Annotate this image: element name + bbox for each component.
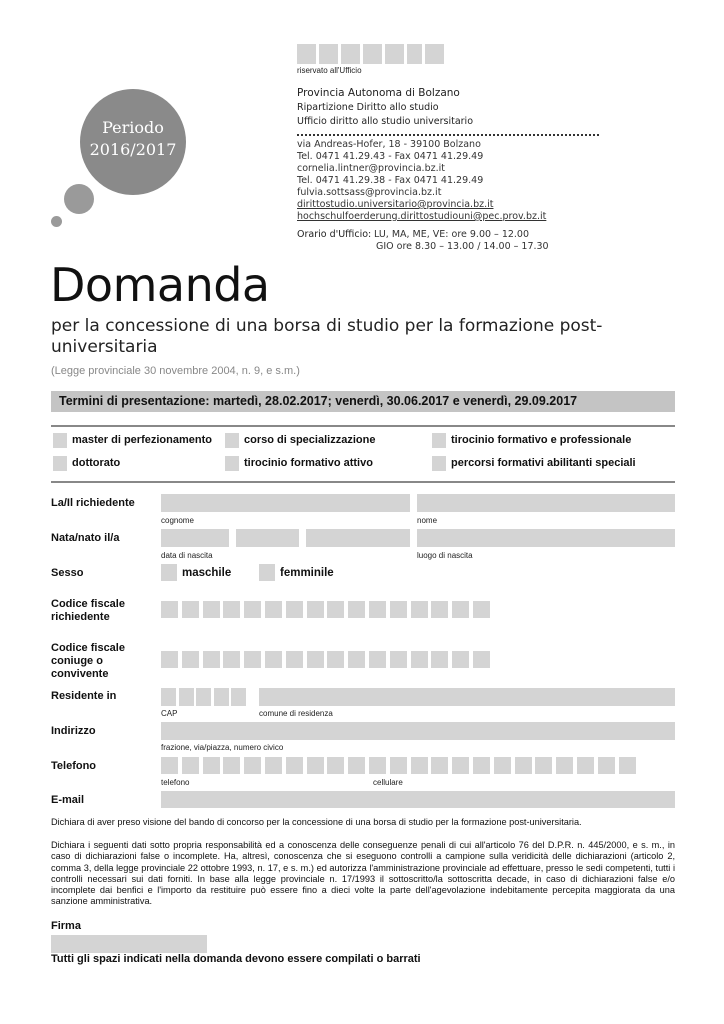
spouse-tax-code-char-box[interactable] <box>286 651 303 668</box>
phone-char-box[interactable] <box>535 757 552 774</box>
tax-code-char-box[interactable] <box>182 601 199 618</box>
phone-char-box[interactable] <box>494 757 511 774</box>
male-checkbox[interactable] <box>161 564 177 581</box>
spouse-tax-code-char-box[interactable] <box>203 651 220 668</box>
office-pec-link[interactable]: hochschulfoerderung.dirittostudiouni@pec.prov.bz.it <box>297 211 547 222</box>
phone-char-box[interactable] <box>244 757 261 774</box>
reserved-label: riservato all'Ufficio <box>297 66 362 75</box>
dotted-divider <box>297 134 599 136</box>
phone-char-box[interactable] <box>556 757 573 774</box>
tax-code-char-box[interactable] <box>286 601 303 618</box>
phone-char-box[interactable] <box>161 757 178 774</box>
office-address: via Andreas-Hofer, 18 - 39100 Bolzano <box>297 139 481 150</box>
decor-circle <box>51 216 62 227</box>
cap-char-box[interactable] <box>196 688 211 706</box>
option-specialization: corso di specializzazione <box>244 434 376 446</box>
phone-char-box[interactable] <box>431 757 448 774</box>
phone-char-box[interactable] <box>369 757 386 774</box>
reserved-box[interactable] <box>407 44 422 64</box>
option-internship: tirocinio formativo e professionale <box>451 434 632 446</box>
tax-code-char-box[interactable] <box>348 601 365 618</box>
reserved-box[interactable] <box>385 44 404 64</box>
tax-code-label: Codice fiscale richiedente <box>51 598 125 623</box>
signature-label: Firma <box>51 920 81 932</box>
phone-char-box[interactable] <box>619 757 636 774</box>
reserved-box[interactable] <box>341 44 360 64</box>
option-master: master di perfezionamento <box>72 434 212 446</box>
spouse-tax-code-char-box[interactable] <box>244 651 261 668</box>
phone-char-box[interactable] <box>348 757 365 774</box>
spouse-tax-code-char-box[interactable] <box>265 651 282 668</box>
surname-input[interactable] <box>161 494 410 512</box>
spouse-tax-code-char-box[interactable] <box>473 651 490 668</box>
tax-code-char-box[interactable] <box>307 601 324 618</box>
office-email2[interactable]: fulvia.sottsass@provincia.bz.it <box>297 187 442 198</box>
law-reference: (Legge provinciale 30 novembre 2004, n. 9, e s.m.) <box>51 365 300 377</box>
spouse-tax-code-char-box[interactable] <box>161 651 178 668</box>
phone-char-box[interactable] <box>182 757 199 774</box>
birth-date-caption: data di nascita <box>161 551 213 560</box>
name-input[interactable] <box>417 494 675 512</box>
phone-char-box[interactable] <box>265 757 282 774</box>
reserved-box[interactable] <box>297 44 316 64</box>
cap-char-box[interactable] <box>179 688 194 706</box>
decor-circle <box>64 184 94 214</box>
tax-code-char-box[interactable] <box>223 601 240 618</box>
department: Ripartizione Diritto allo studio <box>297 102 439 113</box>
deadlines-text: Termini di presentazione: martedì, 28.02.2017; venerdì, 30.06.2017 e venerdì, 29.09.2017 <box>59 394 578 408</box>
reserved-box[interactable] <box>363 44 382 64</box>
checkbox-doctorate[interactable] <box>53 456 67 471</box>
footer-note: Tutti gli spazi indicati nella domanda devono essere compilati o barrati <box>51 953 421 965</box>
phone-label: Telefono <box>51 760 97 772</box>
office-name: Ufficio diritto allo studio universitario <box>297 116 474 127</box>
hours-line1: LU, MA, ME, VE: ore 9.00 – 12.00 <box>374 229 530 240</box>
tax-code-char-box[interactable] <box>369 601 386 618</box>
email-label: E-mail <box>51 794 85 806</box>
phone-char-box[interactable] <box>577 757 594 774</box>
spouse-tax-code-char-box[interactable] <box>348 651 365 668</box>
birth-place-input[interactable] <box>417 529 675 547</box>
surname-caption: cognome <box>161 516 194 525</box>
sex-label: Sesso <box>51 567 84 579</box>
tax-code-char-box[interactable] <box>452 601 469 618</box>
birth-place-caption: luogo di nascita <box>417 551 473 560</box>
office-phone2: Tel. 0471 41.29.38 - Fax 0471 41.29.49 <box>297 175 484 186</box>
hours-label: Orario d'Ufficio: <box>297 229 372 240</box>
mobile-caption: cellulare <box>373 778 403 787</box>
female-checkbox[interactable] <box>259 564 275 581</box>
address-input[interactable] <box>161 722 675 740</box>
municipality-input[interactable] <box>259 688 675 706</box>
tax-code-char-box[interactable] <box>411 601 428 618</box>
tax-code-char-box[interactable] <box>473 601 490 618</box>
declaration-notice: Dichiara di aver preso visione del bando di concorso per la concessione di una borsa di studio per la formazione post-universitaria. <box>51 817 582 827</box>
applicant-label: La/Il richiedente <box>51 497 135 509</box>
born-label: Nata/nato il/a <box>51 532 120 544</box>
page-title: Domanda <box>50 258 270 312</box>
checkbox-master[interactable] <box>53 433 67 448</box>
tax-code-char-box[interactable] <box>327 601 344 618</box>
address-caption: frazione, via/piazza, numero civico <box>161 743 284 752</box>
period-years: 2016/2017 <box>89 140 177 159</box>
spouse-tax-code-char-box[interactable] <box>327 651 344 668</box>
phone-char-box[interactable] <box>473 757 490 774</box>
tax-code-char-box[interactable] <box>244 601 261 618</box>
subtitle: per la concessione di una borsa di studio per la formazione post-universitaria <box>51 316 603 357</box>
cap-char-box[interactable] <box>231 688 246 706</box>
phone-char-box[interactable] <box>203 757 220 774</box>
option-special-courses: percorsi formativi abilitanti speciali <box>451 457 636 469</box>
spouse-tax-code-char-box[interactable] <box>411 651 428 668</box>
spouse-tax-code-char-box[interactable] <box>369 651 386 668</box>
spouse-tax-code-char-box[interactable] <box>182 651 199 668</box>
cap-char-box[interactable] <box>161 688 176 706</box>
address-label: Indirizzo <box>51 725 96 737</box>
phone-char-box[interactable] <box>515 757 532 774</box>
phone-char-box[interactable] <box>307 757 324 774</box>
office-email3-link[interactable]: dirittostudio.universitario@provincia.bz.it <box>297 199 494 210</box>
spouse-tax-code-char-box[interactable] <box>452 651 469 668</box>
spouse-tax-code-char-box[interactable] <box>307 651 324 668</box>
signature-input[interactable] <box>51 935 207 953</box>
checkbox-active-internship[interactable] <box>225 456 239 471</box>
office-email1[interactable]: cornelia.lintner@provincia.bz.it <box>297 163 445 174</box>
tax-code-char-box[interactable] <box>203 601 220 618</box>
section-divider <box>51 481 675 483</box>
tax-code-char-box[interactable] <box>265 601 282 618</box>
declaration-liability: Dichiara i seguenti dati sotto propria responsabilità ed a conoscenza delle conseguenze penali di cui all'articolo 76 del D.P.R. n. 445/2000, e s. m., in caso di dichiarazioni false o incomplete. Ha, altresì, conoscenza che si eseguono controlli a campione sulla veridicità delle dichiarazioni (articolo 2, comma 3, della legge provinciale 22 ottobre 1993, n. 17, e s. m.) ed autorizza l'amministrazione provinciale ad effettuare, presso le sedi competenti, tutti i controlli necessari sui dati forniti. In base alla legge provinciale n. 17/1993 il sottoscritto/la sottoscritta decade, in caso di dichiarazioni false e/o incomplete dai benfici e l'importo da restituire può essere fino a dieci volte la parte dell'agevolazione indebitamente percepita maggiorata da una sanzione amministrativa. <box>51 840 675 907</box>
birth-day-input[interactable] <box>161 529 229 547</box>
reserved-box[interactable] <box>319 44 338 64</box>
phone-char-box[interactable] <box>598 757 615 774</box>
municipality-caption: comune di residenza <box>259 709 333 718</box>
tax-code-char-box[interactable] <box>390 601 407 618</box>
option-active-internship: tirocinio formativo attivo <box>244 457 373 469</box>
email-input[interactable] <box>161 791 675 808</box>
checkbox-specialization[interactable] <box>225 433 239 448</box>
female-label: femminile <box>280 567 334 579</box>
phone-char-box[interactable] <box>411 757 428 774</box>
phone-caption: telefono <box>161 778 190 787</box>
checkbox-special-courses[interactable] <box>432 456 446 471</box>
birth-year-input[interactable] <box>306 529 410 547</box>
checkbox-internship[interactable] <box>432 433 446 448</box>
phone-char-box[interactable] <box>286 757 303 774</box>
period-label: Periodo <box>102 118 164 137</box>
reserved-box[interactable] <box>425 44 444 64</box>
spouse-tax-code-char-box[interactable] <box>223 651 240 668</box>
phone-char-box[interactable] <box>223 757 240 774</box>
cap-char-box[interactable] <box>214 688 229 706</box>
spouse-tax-code-char-box[interactable] <box>431 651 448 668</box>
birth-month-input[interactable] <box>236 529 299 547</box>
phone-char-box[interactable] <box>327 757 344 774</box>
section-divider <box>51 425 675 427</box>
hours-line2: GIO ore 8.30 – 13.00 / 14.00 – 17.30 <box>376 241 549 252</box>
authority: Provincia Autonoma di Bolzano <box>297 87 460 99</box>
name-caption: nome <box>417 516 438 525</box>
tax-code-char-box[interactable] <box>431 601 448 618</box>
phone-char-box[interactable] <box>452 757 469 774</box>
tax-code-char-box[interactable] <box>161 601 178 618</box>
resident-label: Residente in <box>51 690 117 702</box>
phone-char-box[interactable] <box>390 757 407 774</box>
cap-caption: CAP <box>161 709 178 718</box>
spouse-tax-code-char-box[interactable] <box>390 651 407 668</box>
spouse-tax-code-label: Codice fiscale coniuge o convivente <box>51 642 125 680</box>
option-doctorate: dottorato <box>72 457 121 469</box>
deadlines-banner <box>51 391 675 412</box>
office-phone1: Tel. 0471 41.29.43 - Fax 0471 41.29.49 <box>297 151 484 162</box>
male-label: maschile <box>182 567 232 579</box>
